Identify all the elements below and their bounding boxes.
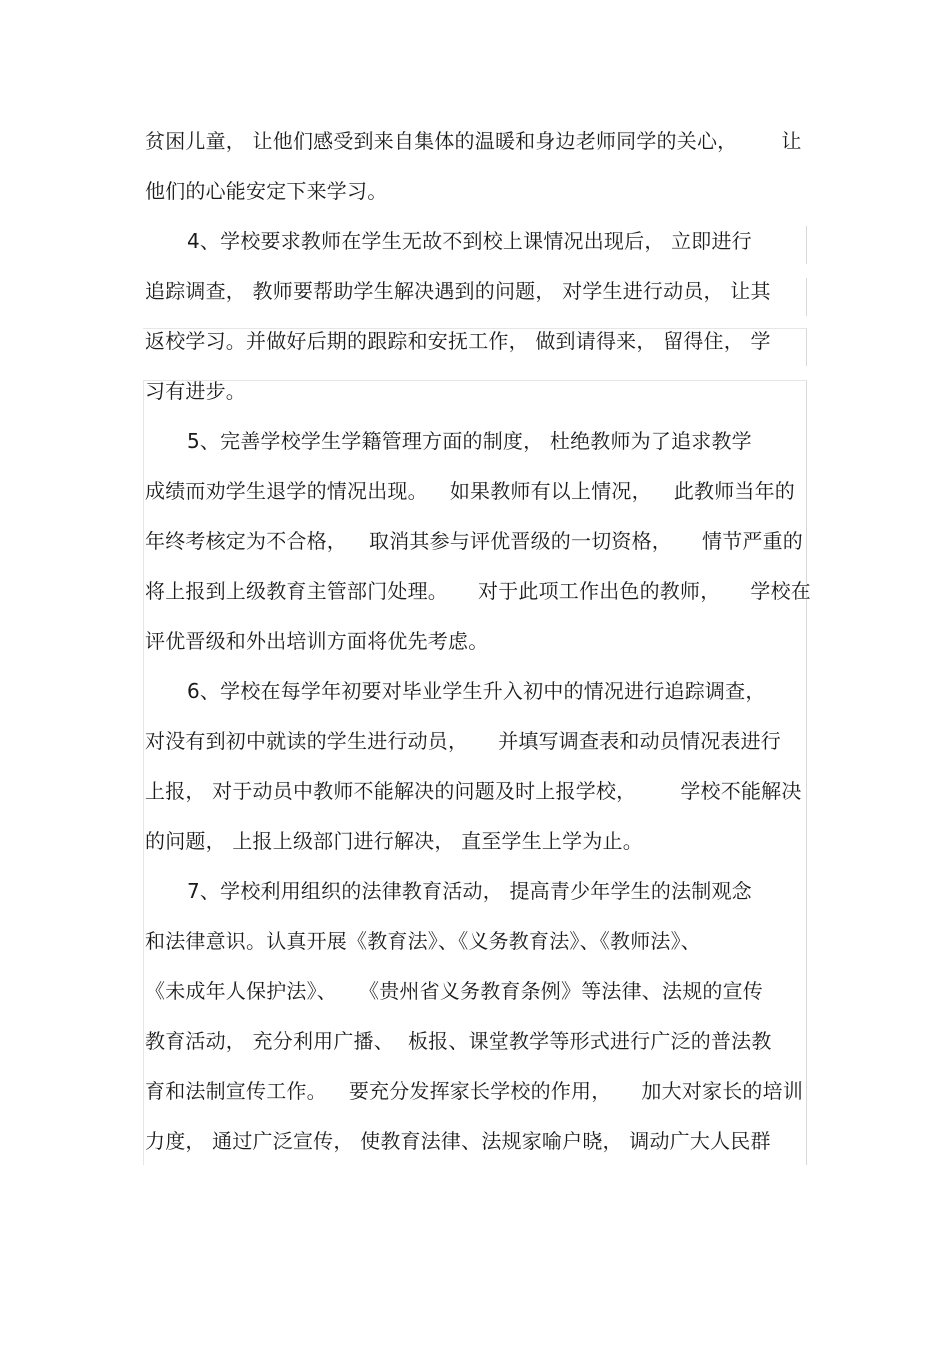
text-segment: 学校在 <box>750 579 812 603</box>
paragraph-start-7 <box>187 876 847 906</box>
text-segment: 要充分发挥家长学校的作用， <box>348 1079 612 1103</box>
text-line <box>145 476 805 506</box>
text-segment: 《未成年人保护法》、 <box>145 979 337 1003</box>
text-segment: 6、学校在每学年初要对毕业学生升入初中的情况进行追踪调查， <box>187 679 766 703</box>
text-segment: 力度， 通过广泛宣传， 使教育法律、法规家喻户晓， 调动广大人民群 <box>145 1129 771 1153</box>
text-line <box>145 126 805 156</box>
text-segment: 他们的心能安定下来学习。 <box>145 179 388 203</box>
text-line <box>145 826 805 856</box>
frame-edge <box>806 278 807 316</box>
paragraph-start-6 <box>187 676 847 706</box>
text-line <box>145 376 805 406</box>
text-segment: 取消其参与评优晋级的一切资格， <box>369 529 672 553</box>
text-segment: 让 <box>781 129 802 153</box>
text-line <box>145 576 812 606</box>
text-segment: 追踪调查， 教师要帮助学生解决遇到的问题， 对学生进行动员， 让其 <box>145 279 771 303</box>
text-line <box>145 1126 805 1156</box>
text-segment: 上报， 对于动员中教师不能解决的问题及时上报学校， <box>145 779 637 803</box>
text-line <box>145 176 805 206</box>
text-segment: 并填写调查表和动员情况表进行 <box>498 729 782 753</box>
text-segment: 贫困儿童， 让他们感受到来自集体的温暖和身边老师同学的关心， <box>145 129 738 153</box>
text-line <box>145 726 805 756</box>
text-line <box>145 276 805 306</box>
text-segment: 加大对家长的培训 <box>641 1079 804 1103</box>
frame-edge <box>143 380 144 1165</box>
text-line <box>145 1076 805 1106</box>
text-line <box>145 1026 805 1056</box>
text-segment: 此教师当年的 <box>673 479 796 503</box>
text-segment: 7、学校利用组织的法律教育活动， 提高青少年学生的法制观念 <box>187 879 752 903</box>
text-line <box>145 976 805 1006</box>
text-line <box>145 776 805 806</box>
text-segment: 学校不能解决 <box>680 779 802 803</box>
text-segment: 4、学校要求教师在学生无故不到校上课情况出现后， 立即进行 <box>187 229 752 253</box>
paragraph-start-4 <box>187 226 847 256</box>
text-segment: 和法律意识。认真开展《教育法》、《义务教育法》、《教师法》、 <box>145 929 701 953</box>
text-segment: 育和法制宣传工作。 <box>145 1079 327 1103</box>
text-segment: 5、完善学校学生学籍管理方面的制度， 杜绝教师为了追求教学 <box>187 429 752 453</box>
text-line <box>145 626 805 656</box>
paragraph-start-5 <box>187 426 847 456</box>
text-line <box>145 326 805 356</box>
text-segment: 年终考核定为不合格， <box>145 529 347 553</box>
frame-edge <box>806 380 807 1165</box>
text-segment: 评优晋级和外出培训方面将优先考虑。 <box>145 629 489 653</box>
text-segment: 教育活动， 充分利用广播、 <box>145 1029 394 1053</box>
text-segment: 习有进步。 <box>145 379 246 403</box>
text-segment: 的问题， 上报上级部门进行解决， 直至学生上学为止。 <box>145 829 643 853</box>
text-segment: 板报、课堂教学等形式进行广泛的普法教 <box>407 1029 772 1053</box>
text-segment: 对没有到初中就读的学生进行动员， <box>145 729 469 753</box>
frame-edge <box>806 328 807 366</box>
text-segment: 将上报到上级教育主管部门处理。 <box>145 579 448 603</box>
text-segment: 《贵州省义务教育条例》等法律、法规的宣传 <box>359 979 763 1003</box>
text-segment: 返校学习。并做好后期的跟踪和安抚工作， 做到请得来， 留得住， 学 <box>145 329 771 353</box>
text-segment: 对于此项工作出色的教师， <box>478 579 721 603</box>
text-segment: 成绩而劝学生退学的情况出现。 <box>145 479 428 503</box>
text-segment: 如果教师有以上情况， <box>449 479 652 503</box>
text-segment: 情节严重的 <box>702 529 803 553</box>
text-line <box>145 526 805 556</box>
text-line <box>145 926 805 956</box>
